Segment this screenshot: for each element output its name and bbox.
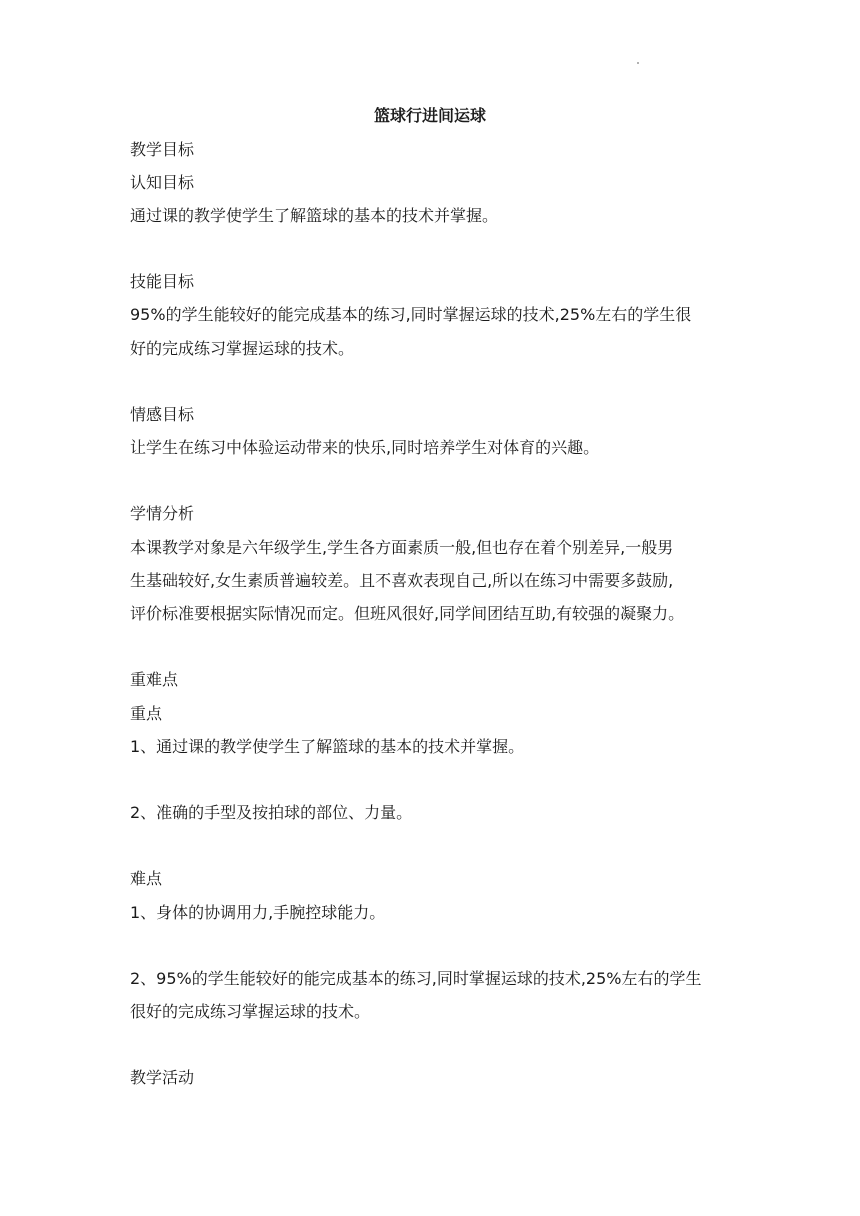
analysis-text-line3: 评价标准要根据实际情况而定。但班风很好,同学间团结互助,有较强的凝聚力。	[130, 604, 685, 623]
key-difficult-heading: 重难点	[130, 670, 179, 689]
page-mark	[637, 62, 639, 64]
key-point-item-1: 1、通过课的教学使学生了解篮球的基本的技术并掌握。	[130, 737, 525, 756]
analysis-text-line1: 本课教学对象是六年级学生,学生各方面素质一般,但也存在着个别差异,一般男	[130, 538, 674, 557]
analysis-heading: 学情分析	[130, 504, 195, 523]
key-point-item-2: 2、准确的手型及按拍球的部位、力量。	[130, 803, 413, 822]
key-point-heading: 重点	[130, 704, 163, 723]
activities-heading: 教学活动	[130, 1068, 195, 1087]
difficult-point-item-2-line2: 很好的完成练习掌握运球的技术。	[130, 1002, 371, 1021]
cognitive-goal-text: 通过课的教学使学生了解篮球的基本的技术并掌握。	[130, 206, 499, 225]
emotion-goal-heading: 情感目标	[130, 405, 195, 424]
teaching-goals-heading: 教学目标	[130, 140, 195, 159]
difficult-point-heading: 难点	[130, 869, 163, 888]
analysis-text-line2: 生基础较好,女生素质普遍较差。且不喜欢表现自己,所以在练习中需要多鼓励,	[130, 571, 674, 590]
skill-goal-heading: 技能目标	[130, 272, 195, 291]
skill-goal-text-line1: 95%的学生能较好的能完成基本的练习,同时掌握运球的技术,25%左右的学生很	[130, 305, 692, 324]
emotion-goal-text: 让学生在练习中体验运动带来的快乐,同时培养学生对体育的兴趣。	[130, 438, 600, 457]
difficult-point-item-1: 1、身体的协调用力,手腕控球能力。	[130, 903, 386, 922]
difficult-point-item-2-line1: 2、95%的学生能较好的能完成基本的练习,同时掌握运球的技术,25%左右的学生	[130, 969, 702, 988]
skill-goal-text-line2: 好的完成练习掌握运球的技术。	[130, 339, 355, 358]
document-title: 篮球行进间运球	[373, 106, 486, 125]
cognitive-goal-heading: 认知目标	[130, 173, 195, 192]
